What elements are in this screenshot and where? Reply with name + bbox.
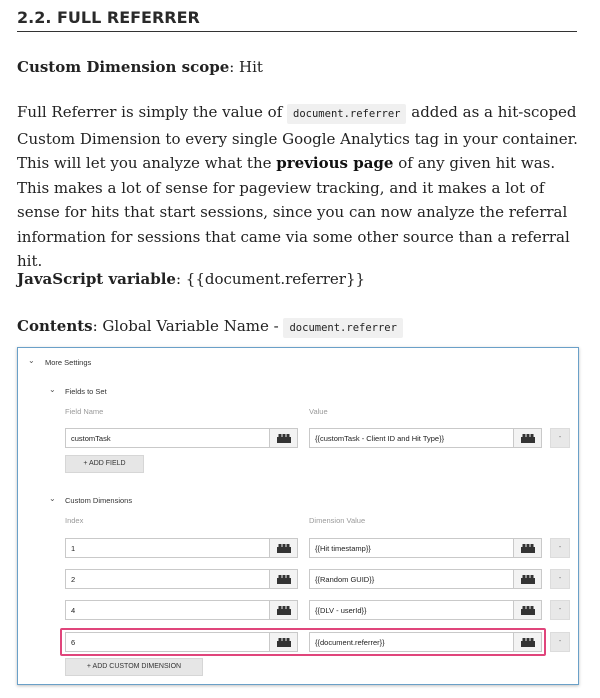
description-emphasis: previous page bbox=[276, 154, 394, 172]
contents-line bbox=[17, 314, 583, 341]
dimension-index-value: 1 bbox=[71, 544, 76, 553]
dimension-value-text: {{Hit timestamp}} bbox=[315, 544, 371, 553]
remove-field-button[interactable]: - bbox=[550, 428, 570, 448]
variable-block-icon[interactable] bbox=[269, 429, 297, 447]
dimension-value-input[interactable] bbox=[309, 632, 542, 652]
variable-block-icon[interactable] bbox=[513, 539, 541, 557]
field-name-value: customTask bbox=[71, 434, 111, 443]
dimension-value-header: Dimension Value bbox=[309, 516, 366, 525]
variable-block-icon[interactable] bbox=[513, 570, 541, 588]
js-variable-label: JavaScript variable bbox=[17, 270, 176, 288]
scope-value: : Hit bbox=[229, 58, 263, 76]
variable-block-icon[interactable] bbox=[513, 601, 541, 619]
contents-value: : Global Variable Name - bbox=[92, 317, 284, 335]
add-custom-dimension-button[interactable]: + ADD CUSTOM DIMENSION bbox=[65, 658, 203, 676]
chevron-down-icon[interactable]: ⌄ bbox=[49, 385, 56, 394]
remove-dimension-button[interactable]: - bbox=[550, 632, 570, 652]
description-text: of any given hit was. This makes a lot of sense for pageview tracking, and it makes a lot of sense for hits that start sessions, since you can now analyze the referral information for sessions that came via some other source than a referral hit. bbox=[17, 154, 570, 270]
add-field-button[interactable]: + ADD FIELD bbox=[65, 455, 144, 473]
variable-block-icon[interactable] bbox=[269, 633, 297, 651]
dimension-index-value: 4 bbox=[71, 606, 76, 615]
chevron-down-icon[interactable]: ⌄ bbox=[28, 356, 35, 365]
variable-block-icon[interactable] bbox=[513, 633, 541, 651]
gtm-settings-screenshot bbox=[17, 347, 579, 685]
dimension-value-input[interactable] bbox=[309, 538, 542, 558]
dimension-index-input[interactable] bbox=[65, 569, 298, 589]
dimension-value-text: {{DLV - userId}} bbox=[315, 606, 367, 615]
fields-to-set-label[interactable]: Fields to Set bbox=[65, 387, 107, 396]
field-value-text: {{customTask - Client ID and Hit Type}} bbox=[315, 434, 445, 443]
remove-dimension-button[interactable]: - bbox=[550, 569, 570, 589]
dimension-value-input[interactable] bbox=[309, 600, 542, 620]
description-text: Full Referrer is simply the value of bbox=[17, 103, 288, 121]
dimension-value-input[interactable] bbox=[309, 569, 542, 589]
dimension-value-text: {{Random GUID}} bbox=[315, 575, 375, 584]
remove-dimension-button[interactable]: - bbox=[550, 600, 570, 620]
value-header: Value bbox=[309, 407, 328, 416]
description-text: added as a hit-scoped Custom Dimension to every single Google Analytics tag in your container. This will let you analyze what the bbox=[17, 103, 578, 172]
variable-block-icon[interactable] bbox=[269, 570, 297, 588]
variable-block-icon[interactable] bbox=[269, 601, 297, 619]
custom-dimensions-label[interactable]: Custom Dimensions bbox=[65, 496, 133, 505]
chevron-down-icon[interactable]: ⌄ bbox=[49, 494, 56, 503]
dimension-index-input[interactable] bbox=[65, 600, 298, 620]
dimension-index-value: 6 bbox=[71, 638, 76, 647]
dimension-value-text: {{document.referrer}} bbox=[315, 638, 385, 647]
contents-label: Contents bbox=[17, 317, 93, 335]
dimension-index-value: 2 bbox=[71, 575, 76, 584]
scope-label: Custom Dimension scope bbox=[17, 58, 230, 76]
index-header: Index bbox=[65, 516, 84, 525]
inline-code: document.referrer bbox=[283, 318, 402, 338]
field-value-input[interactable] bbox=[309, 428, 542, 448]
section-title: 2.2. FULL REFERRER bbox=[17, 8, 577, 32]
scope-line bbox=[17, 55, 583, 80]
variable-block-icon[interactable] bbox=[513, 429, 541, 447]
inline-code: document.referrer bbox=[287, 104, 406, 124]
js-variable-line bbox=[17, 267, 583, 292]
more-settings-label[interactable]: More Settings bbox=[45, 358, 92, 367]
field-name-input[interactable] bbox=[65, 428, 298, 448]
js-variable-value: : {{document.referrer}} bbox=[175, 270, 366, 288]
description-paragraph bbox=[17, 100, 583, 274]
dimension-index-input[interactable] bbox=[65, 632, 298, 652]
remove-dimension-button[interactable]: - bbox=[550, 538, 570, 558]
dimension-index-input[interactable] bbox=[65, 538, 298, 558]
field-name-header: Field Name bbox=[65, 407, 104, 416]
variable-block-icon[interactable] bbox=[269, 539, 297, 557]
